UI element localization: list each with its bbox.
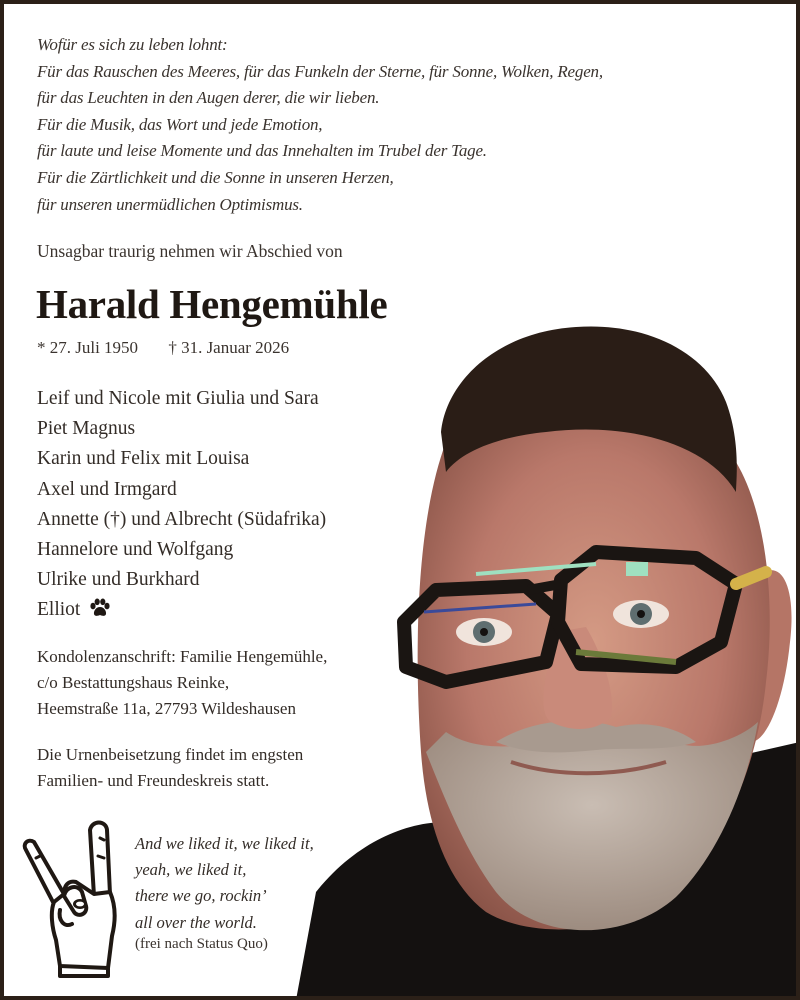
life-dates — [37, 338, 315, 358]
deceased-name: Harald Hengemühle — [36, 281, 388, 327]
mourner-entry: Hannelore und Wolfgang — [37, 539, 234, 561]
farewell-intro: Unsagbar traurig nehmen wir Abschied von — [37, 241, 343, 261]
burial-line: Die Urnenbeisetzung findet im engsten — [37, 745, 304, 764]
poem — [37, 32, 603, 218]
address-line: c/o Bestattungshaus Reinke, — [37, 673, 230, 692]
poem-line: Für das Rauschen des Meeres, für das Funkeln der Sterne, für Sonne, Wolken, Regen, — [37, 61, 603, 81]
address-line: Kondolenzanschrift: Familie Hengemühle, — [37, 647, 328, 666]
mourner-entry: Ulrike und Burkhard — [37, 569, 200, 591]
death-date: † 31. Januar 2026 — [168, 338, 290, 357]
mourners-list — [37, 384, 326, 629]
paw-print-icon — [89, 598, 111, 628]
mourner-entry-label: Elliot — [37, 599, 81, 621]
burial-line: Familien- und Freundeskreis statt. — [37, 771, 270, 790]
poem-line: Für die Zärtlichkeit und die Sonne in unseren Herzen, — [37, 167, 394, 187]
portrait-photo — [296, 322, 800, 1000]
song-lyrics — [135, 831, 314, 936]
lyric-line: there we go, rockin’ — [135, 886, 267, 906]
mourner-entry: Piet Magnus — [37, 418, 136, 440]
condolence-address — [37, 644, 327, 722]
mourner-entry: Leif und Nicole mit Giulia und Sara — [37, 388, 319, 409]
poem-line: Wofür es sich zu leben lohnt: — [37, 35, 228, 54]
lyric-line: And we liked it, we liked it, — [135, 834, 314, 853]
mourner-entry-pet — [37, 595, 326, 628]
burial-notice — [37, 742, 303, 794]
poem-line: Für die Musik, das Wort und jede Emotion, — [37, 114, 323, 134]
rock-hand-icon — [20, 816, 124, 978]
poem-line: für das Leuchten in den Augen derer, die wir lieben. — [37, 88, 380, 108]
mourner-entry: Karin und Felix mit Louisa — [37, 448, 250, 470]
birth-date: * 27. Juli 1950 — [37, 338, 139, 357]
poem-line: für laute und leise Momente und das Innehalten im Trubel der Tage. — [37, 141, 487, 161]
lyric-line: all over the world. — [135, 912, 257, 932]
mourner-entry: Axel und Irmgard — [37, 478, 177, 500]
address-line: Heemstraße 11a, 27793 Wildeshausen — [37, 699, 296, 718]
lyrics-credit: (frei nach Status Quo) — [135, 936, 268, 952]
poem-line: für unseren unermüdlichen Optimismus. — [37, 194, 303, 214]
mourner-entry: Annette (†) und Albrecht (Südafrika) — [37, 508, 327, 530]
lyric-line: yeah, we liked it, — [135, 860, 247, 880]
